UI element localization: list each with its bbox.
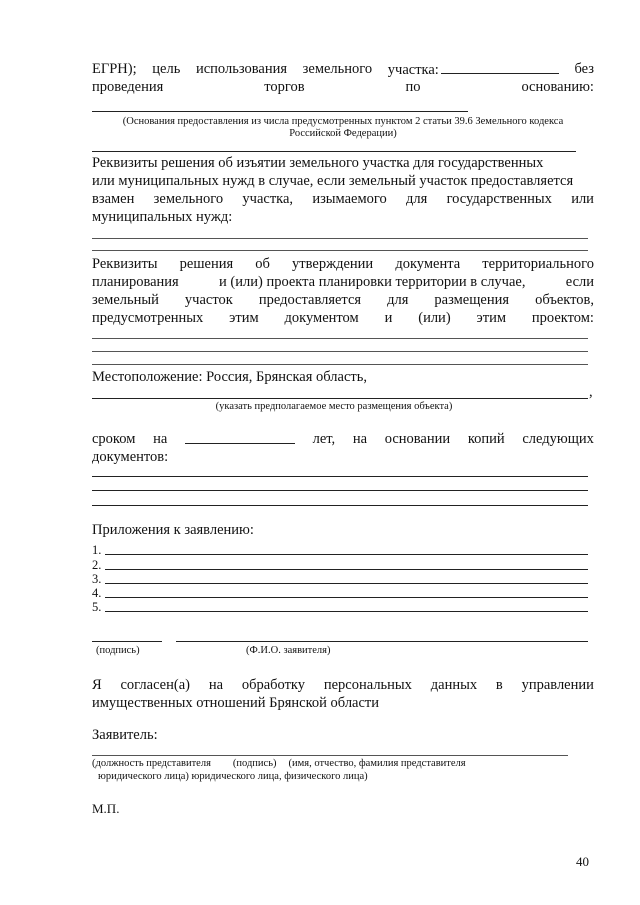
- basis-note-2: Российской Федерации): [289, 128, 397, 139]
- attachment-number: 2.: [92, 558, 102, 572]
- basis-field[interactable]: [92, 111, 468, 112]
- sign-caption: (подпись): [96, 645, 140, 656]
- planning-field-2[interactable]: [92, 351, 588, 352]
- planning-text-4: предусмотренных этим документом и (или) этим проектом:: [92, 310, 594, 326]
- seizure-text-3: взамен земельного участка, изымаемого для государственных или: [92, 191, 594, 207]
- seizure-text-4: муниципальных нужд:: [92, 209, 233, 225]
- applicant-field[interactable]: [92, 755, 568, 756]
- consent-text-2: имущественных отношений Брянской области: [92, 695, 380, 711]
- name-field[interactable]: [176, 641, 588, 642]
- basis-line: [92, 79, 594, 96]
- applicant-caption-2: юридического лица) юридического лица, физического лица): [98, 771, 368, 782]
- page-number: 40: [576, 854, 589, 869]
- docs-field-3[interactable]: [92, 505, 588, 506]
- planning-field-1[interactable]: [92, 338, 588, 339]
- docs-field-2[interactable]: [92, 490, 588, 491]
- sign-field[interactable]: [92, 641, 162, 642]
- term-field[interactable]: [185, 431, 295, 444]
- attachment-field[interactable]: [105, 597, 588, 598]
- attachment-field[interactable]: [105, 569, 588, 570]
- seal-label: М.П.: [92, 801, 120, 816]
- word: без: [574, 61, 594, 77]
- basis-note: (Основания предоставления из числа предусмотренных пунктом 2 статьи 39.6 Земельного кодекса: [122, 116, 564, 127]
- docs-field-1[interactable]: [92, 476, 588, 477]
- location-label: Местоположение: Россия, Брянская область,: [92, 369, 367, 385]
- attachment-number: 1.: [92, 543, 102, 557]
- word: торгов: [264, 79, 305, 95]
- seizure-field-2[interactable]: [92, 250, 588, 251]
- location-note: (указать предполагаемое место размещения объекта): [215, 401, 453, 412]
- name-caption: (Ф.И.О. заявителя): [246, 645, 331, 656]
- seizure-text-1: Реквизиты решения об изъятии земельного участка для государственных: [92, 155, 544, 171]
- term-text-2: документов:: [92, 449, 169, 465]
- consent-text-1: Я согласен(а) на обработку персональных данных в управлении: [92, 677, 594, 693]
- attachments-label: Приложения к заявлению:: [92, 522, 254, 538]
- location-field[interactable]: [92, 398, 588, 399]
- attachment-field[interactable]: [105, 554, 588, 555]
- planning-field-3[interactable]: [92, 364, 588, 365]
- word: основанию:: [521, 79, 594, 95]
- purpose-line: [92, 61, 594, 79]
- planning-text-3: земельный участок предоставляется для размещения объектов,: [92, 292, 594, 308]
- seizure-field-1[interactable]: [92, 238, 588, 239]
- applicant-label: Заявитель:: [92, 727, 158, 743]
- attachment-number: 4.: [92, 586, 102, 600]
- purpose-label: участка:: [388, 61, 559, 79]
- word: земельного: [302, 61, 373, 77]
- word: цель: [152, 61, 181, 77]
- word: использования: [195, 61, 288, 77]
- attachment-number: 3.: [92, 572, 102, 586]
- location-comma: ,: [589, 384, 593, 400]
- attachment-number: 5.: [92, 600, 102, 614]
- term-text-1: сроком на лет, на основании копий следующих: [92, 431, 594, 447]
- attachment-field[interactable]: [105, 583, 588, 584]
- word: ЕГРН);: [92, 61, 137, 77]
- word: проведения: [92, 79, 164, 95]
- planning-text-1: Реквизиты решения об утверждении документа территориального: [92, 256, 594, 272]
- purpose-field[interactable]: [441, 61, 559, 74]
- divider: [92, 151, 576, 152]
- applicant-caption-1: (должность представителя (подпись) (имя, отчество, фамилия представителя: [92, 758, 466, 769]
- planning-text-2: планирования и (или) проекта планировки территории в случае, если: [92, 274, 594, 290]
- word: по: [405, 79, 421, 95]
- attachment-field[interactable]: [105, 611, 588, 612]
- seizure-text-2: или муниципальных нужд в случае, если земельный участок предоставляется: [92, 173, 574, 189]
